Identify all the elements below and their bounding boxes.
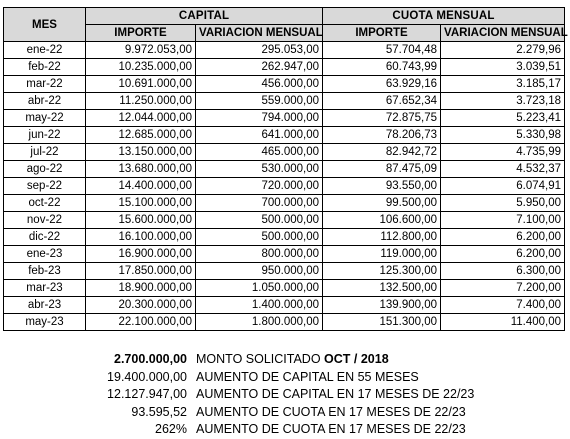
month-cell: sep-22 [4, 178, 86, 195]
summary-label-date: OCT / 2018 [324, 352, 389, 366]
cuota-variacion-cell: 3.723,18 [441, 93, 565, 110]
summary-line [0, 421, 570, 439]
cuota-importe-cell: 112.800,00 [323, 229, 441, 246]
summary-value: 12.127.947,00 [107, 387, 187, 401]
month-cell: mar-23 [4, 280, 86, 297]
summary-value: 2.700.000,00 [114, 352, 187, 366]
table-row [4, 110, 565, 127]
header-cuota-importe: IMPORTE [323, 25, 441, 42]
summary-value: 19.400.000,00 [107, 369, 187, 384]
month-cell: dic-22 [4, 229, 86, 246]
summary-value: 93.595,52 [131, 404, 187, 419]
month-cell: jul-22 [4, 144, 86, 161]
cuota-variacion-cell: 7.400,00 [441, 297, 565, 314]
cuota-variacion-cell: 5.950,00 [441, 195, 565, 212]
capital-variacion-cell: 295.053,00 [196, 42, 323, 59]
month-cell: nov-22 [4, 212, 86, 229]
summary-line [0, 386, 570, 404]
month-cell: abr-23 [4, 297, 86, 314]
table-row [4, 263, 565, 280]
summary-label-text: AUMENTO DE CAPITAL EN 55 MESES [196, 369, 419, 384]
summary-label [196, 404, 466, 422]
table-row [4, 246, 565, 263]
table-row [4, 42, 565, 59]
month-cell: feb-22 [4, 59, 86, 76]
month-cell: mar-22 [4, 76, 86, 93]
capital-variacion-cell: 1.400.000,00 [196, 297, 323, 314]
capital-importe-cell: 22.100.000,00 [86, 314, 196, 331]
capital-importe-cell: 9.972.053,00 [86, 42, 196, 59]
capital-importe-cell: 13.150.000,00 [86, 144, 196, 161]
cuota-importe-cell: 93.550,00 [323, 178, 441, 195]
cuota-variacion-cell: 7.100,00 [441, 212, 565, 229]
summary-label-text: AUMENTO DE CUOTA EN 17 MESES DE 22/23 [196, 404, 466, 419]
cuota-importe-cell: 139.900,00 [323, 297, 441, 314]
capital-importe-cell: 18.900.000,00 [86, 280, 196, 297]
capital-variacion-cell: 262.947,00 [196, 59, 323, 76]
cuota-variacion-cell: 3.039,51 [441, 59, 565, 76]
capital-importe-cell: 12.685.000,00 [86, 127, 196, 144]
capital-importe-cell: 12.044.000,00 [86, 110, 196, 127]
month-cell: ene-23 [4, 246, 86, 263]
table-row [4, 229, 565, 246]
table-row [4, 161, 565, 178]
summary-label-text: AUMENTO DE CUOTA EN 17 MESES DE 22/23 [196, 422, 466, 436]
cuota-importe-cell: 82.942,72 [323, 144, 441, 161]
cuota-importe-cell: 57.704,48 [323, 42, 441, 59]
header-capital-variacion: VARIACION MENSUAL [196, 25, 323, 42]
cuota-variacion-cell: 6.200,00 [441, 246, 565, 263]
cuota-importe-cell: 125.300,00 [323, 263, 441, 280]
capital-variacion-cell: 465.000,00 [196, 144, 323, 161]
capital-importe-cell: 15.600.000,00 [86, 212, 196, 229]
capital-variacion-cell: 1.050.000,00 [196, 280, 323, 297]
header-capital-importe: IMPORTE [86, 25, 196, 42]
summary-label-text: AUMENTO DE CAPITAL EN 17 MESES DE 22/23 [196, 387, 475, 401]
table-row [4, 314, 565, 331]
capital-variacion-cell: 950.000,00 [196, 263, 323, 280]
cuota-variacion-cell: 5.223,41 [441, 110, 565, 127]
cuota-variacion-cell: 11.400,00 [441, 314, 565, 331]
cuota-importe-cell: 106.600,00 [323, 212, 441, 229]
month-cell: jun-22 [4, 127, 86, 144]
capital-variacion-cell: 500.000,00 [196, 212, 323, 229]
capital-importe-cell: 16.100.000,00 [86, 229, 196, 246]
month-cell: abr-22 [4, 93, 86, 110]
summary-label-text: MONTO SOLICITADO [196, 352, 321, 366]
capital-variacion-cell: 500.000,00 [196, 229, 323, 246]
header-cuota-mensual: CUOTA MENSUAL [323, 8, 565, 25]
table-row [4, 212, 565, 229]
summary-line [0, 351, 570, 369]
cuota-importe-cell: 60.743,99 [323, 59, 441, 76]
capital-variacion-cell: 1.800.000,00 [196, 314, 323, 331]
capital-variacion-cell: 641.000,00 [196, 127, 323, 144]
cuota-variacion-cell: 6.300,00 [441, 263, 565, 280]
capital-importe-cell: 16.900.000,00 [86, 246, 196, 263]
capital-variacion-cell: 456.000,00 [196, 76, 323, 93]
summary-block [0, 351, 570, 439]
capital-variacion-cell: 559.000,00 [196, 93, 323, 110]
capital-cuota-table [3, 7, 568, 331]
capital-importe-cell: 10.235.000,00 [86, 59, 196, 76]
header-capital: CAPITAL [86, 8, 323, 25]
header-cuota-variacion: VARIACION MENSUAL [441, 25, 565, 42]
summary-line [0, 404, 570, 422]
capital-importe-cell: 20.300.000,00 [86, 297, 196, 314]
cuota-importe-cell: 72.875,75 [323, 110, 441, 127]
capital-variacion-cell: 700.000,00 [196, 195, 323, 212]
capital-importe-cell: 15.100.000,00 [86, 195, 196, 212]
capital-importe-cell: 10.691.000,00 [86, 76, 196, 93]
cuota-importe-cell: 63.929,16 [323, 76, 441, 93]
table-row [4, 195, 565, 212]
cuota-importe-cell: 119.000,00 [323, 246, 441, 263]
capital-variacion-cell: 530.000,00 [196, 161, 323, 178]
table-row [4, 280, 565, 297]
cuota-variacion-cell: 3.185,17 [441, 76, 565, 93]
month-cell: ene-22 [4, 42, 86, 59]
table-row [4, 59, 565, 76]
capital-variacion-cell: 720.000,00 [196, 178, 323, 195]
month-cell: may-23 [4, 314, 86, 331]
month-cell: oct-22 [4, 195, 86, 212]
capital-variacion-cell: 794.000,00 [196, 110, 323, 127]
table-row [4, 93, 565, 110]
cuota-importe-cell: 132.500,00 [323, 280, 441, 297]
table-body [4, 42, 565, 331]
summary-label [196, 386, 474, 404]
cuota-importe-cell: 78.206,73 [323, 127, 441, 144]
cuota-variacion-cell: 5.330,98 [441, 127, 565, 144]
cuota-variacion-cell: 2.279,96 [441, 42, 565, 59]
cuota-variacion-cell: 4.735,99 [441, 144, 565, 161]
table-row [4, 144, 565, 161]
summary-label [196, 421, 466, 439]
summary-value: 262% [155, 422, 187, 436]
cuota-importe-cell: 151.300,00 [323, 314, 441, 331]
capital-importe-cell: 17.850.000,00 [86, 263, 196, 280]
cuota-importe-cell: 67.652,34 [323, 93, 441, 110]
cuota-importe-cell: 87.475,09 [323, 161, 441, 178]
capital-importe-cell: 13.680.000,00 [86, 161, 196, 178]
summary-label [196, 369, 419, 387]
summary-label [196, 351, 389, 369]
capital-variacion-cell: 800.000,00 [196, 246, 323, 263]
month-cell: feb-23 [4, 263, 86, 280]
capital-importe-cell: 14.400.000,00 [86, 178, 196, 195]
capital-importe-cell: 11.250.000,00 [86, 93, 196, 110]
month-cell: ago-22 [4, 161, 86, 178]
table-row [4, 127, 565, 144]
header-mes: MES [4, 8, 86, 42]
cuota-variacion-cell: 6.200,00 [441, 229, 565, 246]
cuota-variacion-cell: 7.200,00 [441, 280, 565, 297]
summary-line [0, 369, 570, 387]
cuota-variacion-cell: 4.532,37 [441, 161, 565, 178]
table-row [4, 297, 565, 314]
month-cell: may-22 [4, 110, 86, 127]
table-row [4, 76, 565, 93]
cuota-importe-cell: 99.500,00 [323, 195, 441, 212]
cuota-variacion-cell: 6.074,91 [441, 178, 565, 195]
table-row [4, 178, 565, 195]
